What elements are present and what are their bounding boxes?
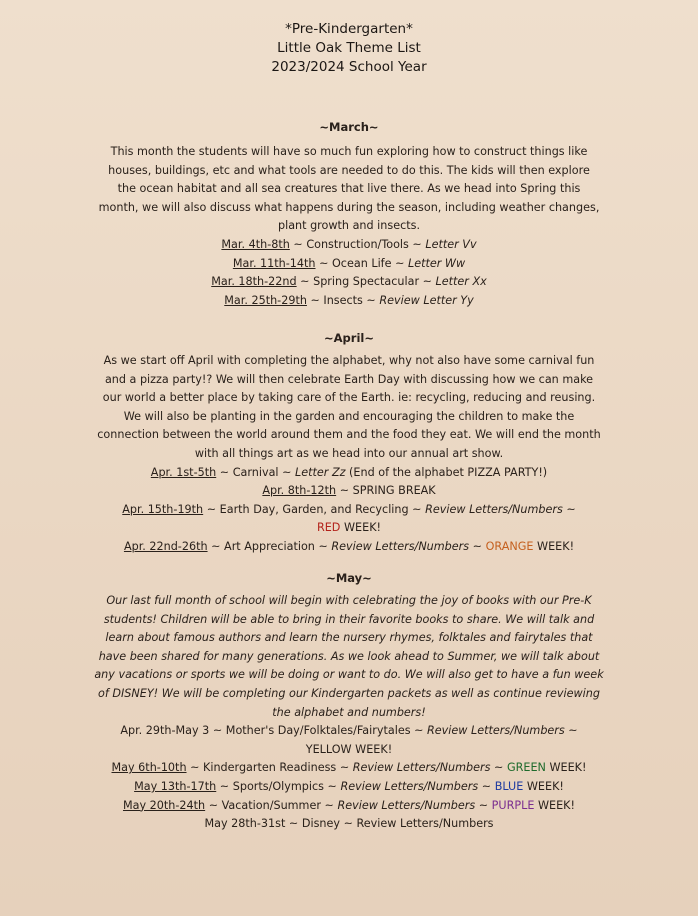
week-suffix: WEEK! bbox=[534, 798, 575, 812]
week-theme: ~ Sports/Olympics ~ bbox=[216, 779, 341, 793]
march-week-item bbox=[0, 292, 698, 311]
week-date: Apr. 15th-19th bbox=[122, 502, 204, 516]
week-date: Mar. 25th-29th bbox=[224, 293, 307, 307]
week-suffix: WEEK! bbox=[533, 539, 575, 553]
week-suffix: WEEK! bbox=[351, 742, 393, 756]
april-week-item bbox=[0, 538, 698, 557]
march-title: ~March~ bbox=[319, 120, 379, 134]
week-theme: ~ Mother's Day/Folktales/Fairytales ~ bbox=[209, 724, 428, 738]
week-suffix: WEEK! bbox=[340, 521, 382, 535]
march-paragraph-line: houses, buildings, etc and what tools are needed to do this. The kids will then explore bbox=[108, 163, 590, 177]
header-program: *Pre-Kindergarten* bbox=[285, 21, 413, 37]
april-week-item bbox=[0, 464, 698, 483]
week-suffix: WEEK! bbox=[545, 761, 587, 775]
april-section bbox=[0, 330, 698, 557]
document-header bbox=[0, 20, 698, 77]
may-week-item bbox=[0, 722, 698, 741]
march-paragraph-line: the ocean habitat and all sea creatures that live there. As we head into Spring this bbox=[117, 182, 581, 196]
week-date: May 28th-31st bbox=[204, 817, 286, 831]
march-paragraph-line: plant growth and insects. bbox=[277, 219, 421, 233]
march-section bbox=[0, 119, 698, 310]
may-week-item bbox=[0, 815, 698, 834]
week-sep: ~ bbox=[478, 779, 495, 793]
week-color-word: ORANGE bbox=[485, 539, 534, 553]
week-date: Apr. 29th-May 3 bbox=[120, 724, 210, 738]
may-paragraph-line: have been shared for many generations. As we look ahead to Summer, we will talk about bbox=[98, 649, 600, 663]
may-section bbox=[0, 570, 698, 834]
week-review: Review Letters/Numbers bbox=[427, 724, 565, 738]
week-letter: Letter Xx bbox=[435, 275, 487, 289]
week-tail: ~ bbox=[562, 502, 576, 516]
week-date: Mar. 4th-8th bbox=[221, 237, 290, 251]
week-suffix: WEEK! bbox=[523, 779, 564, 793]
week-review: Review Letters/Numbers bbox=[340, 779, 479, 793]
week-letter: Letter Vv bbox=[425, 237, 477, 251]
april-week-item bbox=[0, 482, 698, 501]
may-paragraph-line: students! Children will be able to bring in their favorite books to share. We will talk and bbox=[103, 612, 595, 626]
week-date: Mar. 11th-14th bbox=[232, 256, 316, 270]
may-week-item bbox=[0, 759, 698, 778]
march-week-item bbox=[0, 273, 698, 292]
week-date: Apr. 1st-5th bbox=[150, 465, 217, 479]
week-theme: ~ Art Appreciation ~ bbox=[207, 539, 332, 553]
week-date: Mar. 18th-22nd bbox=[211, 275, 297, 289]
week-color-word: RED bbox=[316, 521, 341, 535]
week-sep: ~ bbox=[469, 539, 486, 553]
week-review: Review Letters/Numbers bbox=[352, 761, 491, 775]
may-week-item bbox=[0, 778, 698, 797]
week-letter: Letter Zz bbox=[295, 465, 346, 479]
week-tail: ~ bbox=[564, 724, 578, 738]
week-theme: ~ Ocean Life ~ bbox=[315, 256, 408, 270]
week-date: May 13th-17th bbox=[134, 779, 217, 793]
week-date: May 20th-24th bbox=[122, 798, 206, 812]
week-theme: ~ Vacation/Summer ~ bbox=[205, 798, 338, 812]
april-paragraph-line: our world a better place by taking care of the Earth. ie: recycling, reducing and reusing. bbox=[102, 391, 596, 405]
week-theme: ~ Earth Day, Garden, and Recycling ~ bbox=[203, 502, 426, 516]
week-review: Review Letters/Numbers bbox=[337, 798, 476, 812]
may-title: ~May~ bbox=[326, 571, 372, 585]
week-theme: ~ Carnival ~ bbox=[216, 465, 296, 479]
header-title: Little Oak Theme List bbox=[277, 40, 421, 56]
week-review: Review Letters/Numbers bbox=[331, 539, 470, 553]
march-paragraph-line: month, we will also discuss what happens during the season, including weather changes, bbox=[98, 200, 600, 214]
week-theme: ~ Kindergarten Readiness ~ bbox=[186, 761, 353, 775]
week-theme: ~ Construction/Tools ~ bbox=[289, 237, 426, 251]
april-paragraph-line: and a pizza party!? We will then celebrate Earth Day with discussing how we can make bbox=[104, 372, 594, 386]
may-paragraph-line: Our last full month of school will begin with celebrating the joy of books with our Pre-K bbox=[106, 594, 592, 607]
april-title: ~April~ bbox=[324, 331, 374, 345]
week-color-word: GREEN bbox=[506, 761, 546, 775]
march-paragraph-line: This month the students will have so much fun exploring how to construct things like bbox=[110, 145, 588, 158]
week-color-word: PURPLE bbox=[491, 798, 535, 812]
may-paragraph-line: learn about famous authors and learn the nursery rhymes, folktales and fairytales that bbox=[105, 631, 593, 645]
april-paragraph-line: connection between the world around them and the food they eat. We will end the month bbox=[97, 428, 601, 442]
week-date: May 6th-10th bbox=[111, 761, 187, 775]
april-paragraph-line: with all things art as we head into our annual art show. bbox=[194, 446, 504, 460]
week-letter: Letter Ww bbox=[408, 256, 466, 270]
week-date: Apr. 8th-12th bbox=[262, 484, 337, 498]
april-paragraph-line: As we start off April with completing the alphabet, why not also have some carnival fun bbox=[103, 354, 595, 367]
april-paragraph-line: We will also be planting in the garden and encouraging the children to make the bbox=[123, 409, 575, 423]
header-year: 2023/2024 School Year bbox=[271, 59, 427, 75]
week-letter: Review Letter Yy bbox=[379, 293, 474, 307]
week-color-word: BLUE bbox=[494, 779, 524, 793]
week-theme: ~ Insects ~ bbox=[306, 293, 380, 307]
week-theme: ~ Spring Spectacular ~ bbox=[296, 275, 436, 289]
week-date: Apr. 22nd-26th bbox=[123, 539, 208, 553]
week-review: Review Letters/Numbers bbox=[425, 502, 563, 516]
may-paragraph-line: the alphabet and numbers! bbox=[272, 705, 426, 719]
may-week-item-continued bbox=[0, 741, 698, 760]
may-paragraph-line: any vacations or sports we will be doing or want to do. We will also get to have a fun week bbox=[94, 668, 604, 682]
week-theme: ~ Disney ~ Review Letters/Numbers bbox=[285, 817, 494, 831]
may-week-item bbox=[0, 797, 698, 816]
april-week-item bbox=[0, 501, 698, 520]
week-note: (End of the alphabet PIZZA PARTY!) bbox=[345, 465, 548, 479]
week-sep: ~ bbox=[490, 761, 507, 775]
week-sep: ~ bbox=[475, 798, 492, 812]
march-week-item bbox=[0, 236, 698, 255]
april-week-item-continued bbox=[0, 519, 698, 538]
may-paragraph-line: of DISNEY! We will be completing our Kindergarten packets as well as continue reviewing bbox=[98, 686, 600, 700]
week-theme: ~ SPRING BREAK bbox=[336, 484, 436, 498]
march-week-item bbox=[0, 255, 698, 274]
week-color-word: YELLOW bbox=[305, 742, 352, 756]
